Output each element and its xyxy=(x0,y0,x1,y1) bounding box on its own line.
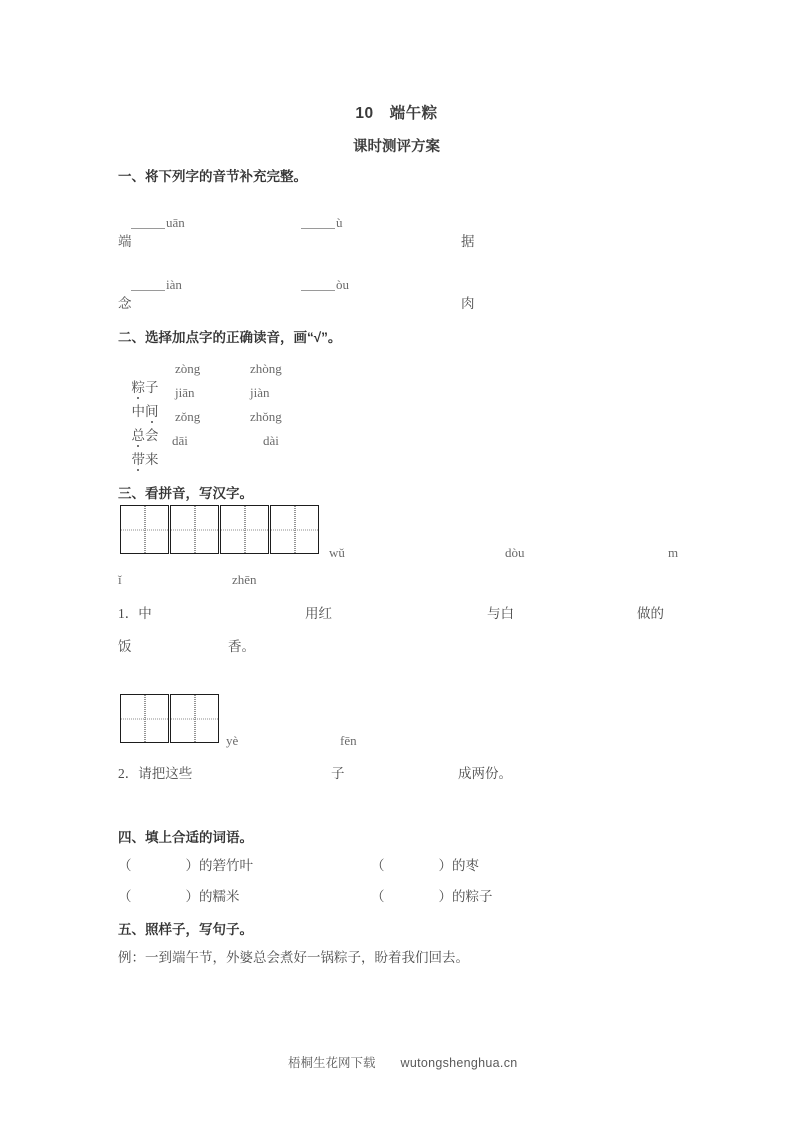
footer xyxy=(0,1038,793,1086)
section-2-word-2: 中间 xyxy=(118,384,159,436)
section-3-pinyin-wu: wǔ xyxy=(329,545,345,560)
section-4-blank-2-left[interactable]: （ ）的糯米 xyxy=(118,889,240,904)
writing-grid-cell[interactable] xyxy=(170,505,219,554)
section-2-option-1b[interactable]: zhòng xyxy=(250,361,282,376)
section-3-sentence-1-f: 香。 xyxy=(228,639,255,654)
section-1-heading: 一、将下列字的音节补充完整。 xyxy=(118,169,307,184)
section-5-example: 例：一到端午节，外婆总会煮好一锅粽子，盼着我们回去。 xyxy=(118,950,469,965)
section-3-sentence-1-c: 与白 xyxy=(487,606,514,621)
dotted-char: 带 xyxy=(132,448,146,468)
section-3-sentence-1-d: 做的 xyxy=(637,606,664,621)
section-4-blank-1-left[interactable]: （ ）的箬竹叶 xyxy=(118,858,253,873)
dotted-char: 粽 xyxy=(132,376,146,396)
section-3-heading: 三、看拼音，写汉字。 xyxy=(118,486,253,501)
section-1-hanzi-2a: 念 xyxy=(118,296,132,311)
dotted-char: 总 xyxy=(132,424,146,444)
section-4-heading: 四、填上合适的词语。 xyxy=(118,830,253,845)
section-3-sentence-1-e: 饭 xyxy=(118,639,132,654)
footer-site-url: wutongshenghua.cn xyxy=(400,1056,518,1070)
section-1-pinyin-1b: ù xyxy=(288,199,343,247)
section-2-option-2b[interactable]: jiàn xyxy=(250,385,270,400)
section-4-blank-2-right[interactable]: （ ）的粽子 xyxy=(371,889,493,904)
writing-grid-cell[interactable] xyxy=(170,694,219,743)
section-2-option-2a[interactable]: jiān xyxy=(175,385,195,400)
dotted-char: 间 xyxy=(145,400,159,420)
section-1-hanzi-1b: 据 xyxy=(461,234,475,249)
section-2-option-3b[interactable]: zhǒng xyxy=(250,409,282,424)
section-1-pinyin-2b: òu xyxy=(288,261,349,309)
section-2-word-1: 粽子 xyxy=(118,360,159,412)
section-3-pinyin-dou: dòu xyxy=(505,545,525,560)
page-subtitle: 课时测评方案 xyxy=(353,139,440,155)
section-3-pinyin-i: ǐ xyxy=(118,572,122,587)
section-3-sentence-2-b: 子 xyxy=(331,766,345,781)
section-2-word-3: 总会 xyxy=(118,408,159,460)
section-2-heading: 二、选择加点字的正确读音，画“√”。 xyxy=(118,330,342,345)
answer-blank[interactable] xyxy=(131,290,165,291)
section-1-pinyin-1a: uān xyxy=(118,199,185,247)
section-2-option-4a[interactable]: dāi xyxy=(172,433,188,448)
section-3-sentence-2-c: 成两份。 xyxy=(458,766,512,781)
section-3-pinyin-fen: fēn xyxy=(340,733,357,748)
section-2-option-3a[interactable]: zǒng xyxy=(175,409,201,424)
section-4-blank-1-right[interactable]: （ ）的枣 xyxy=(371,858,479,873)
writing-grid-cell[interactable] xyxy=(120,505,169,554)
section-2-option-1a[interactable]: zòng xyxy=(175,361,201,376)
section-5-heading: 五、照样子，写句子。 xyxy=(118,922,253,937)
section-1-hanzi-2b: 肉 xyxy=(461,296,475,311)
section-2-word-4: 带来 xyxy=(118,432,159,484)
section-3-sentence-2-a: 2．请把这些 xyxy=(118,766,193,781)
answer-blank[interactable] xyxy=(301,228,335,229)
section-3-sentence-1-b: 用红 xyxy=(305,606,332,621)
footer-site-name: 梧桐生花网下载 xyxy=(287,1056,376,1070)
section-1-hanzi-1a: 端 xyxy=(118,234,132,249)
writing-grid-group-1 xyxy=(120,505,319,554)
answer-blank[interactable] xyxy=(301,290,335,291)
section-3-pinyin-m: m xyxy=(668,545,679,560)
section-2-option-4b[interactable]: dài xyxy=(263,433,279,448)
section-1-pinyin-2a: iàn xyxy=(118,261,182,309)
section-3-pinyin-zhen: zhēn xyxy=(232,572,257,587)
page-title: 10 端午粽 xyxy=(355,105,438,122)
writing-grid-cell[interactable] xyxy=(220,505,269,554)
section-3-pinyin-ye: yè xyxy=(226,733,239,748)
writing-grid-cell[interactable] xyxy=(120,694,169,743)
writing-grid-cell[interactable] xyxy=(270,505,319,554)
writing-grid-group-2 xyxy=(120,694,219,743)
section-3-sentence-1-a: 1．中 xyxy=(118,606,152,621)
answer-blank[interactable] xyxy=(131,228,165,229)
